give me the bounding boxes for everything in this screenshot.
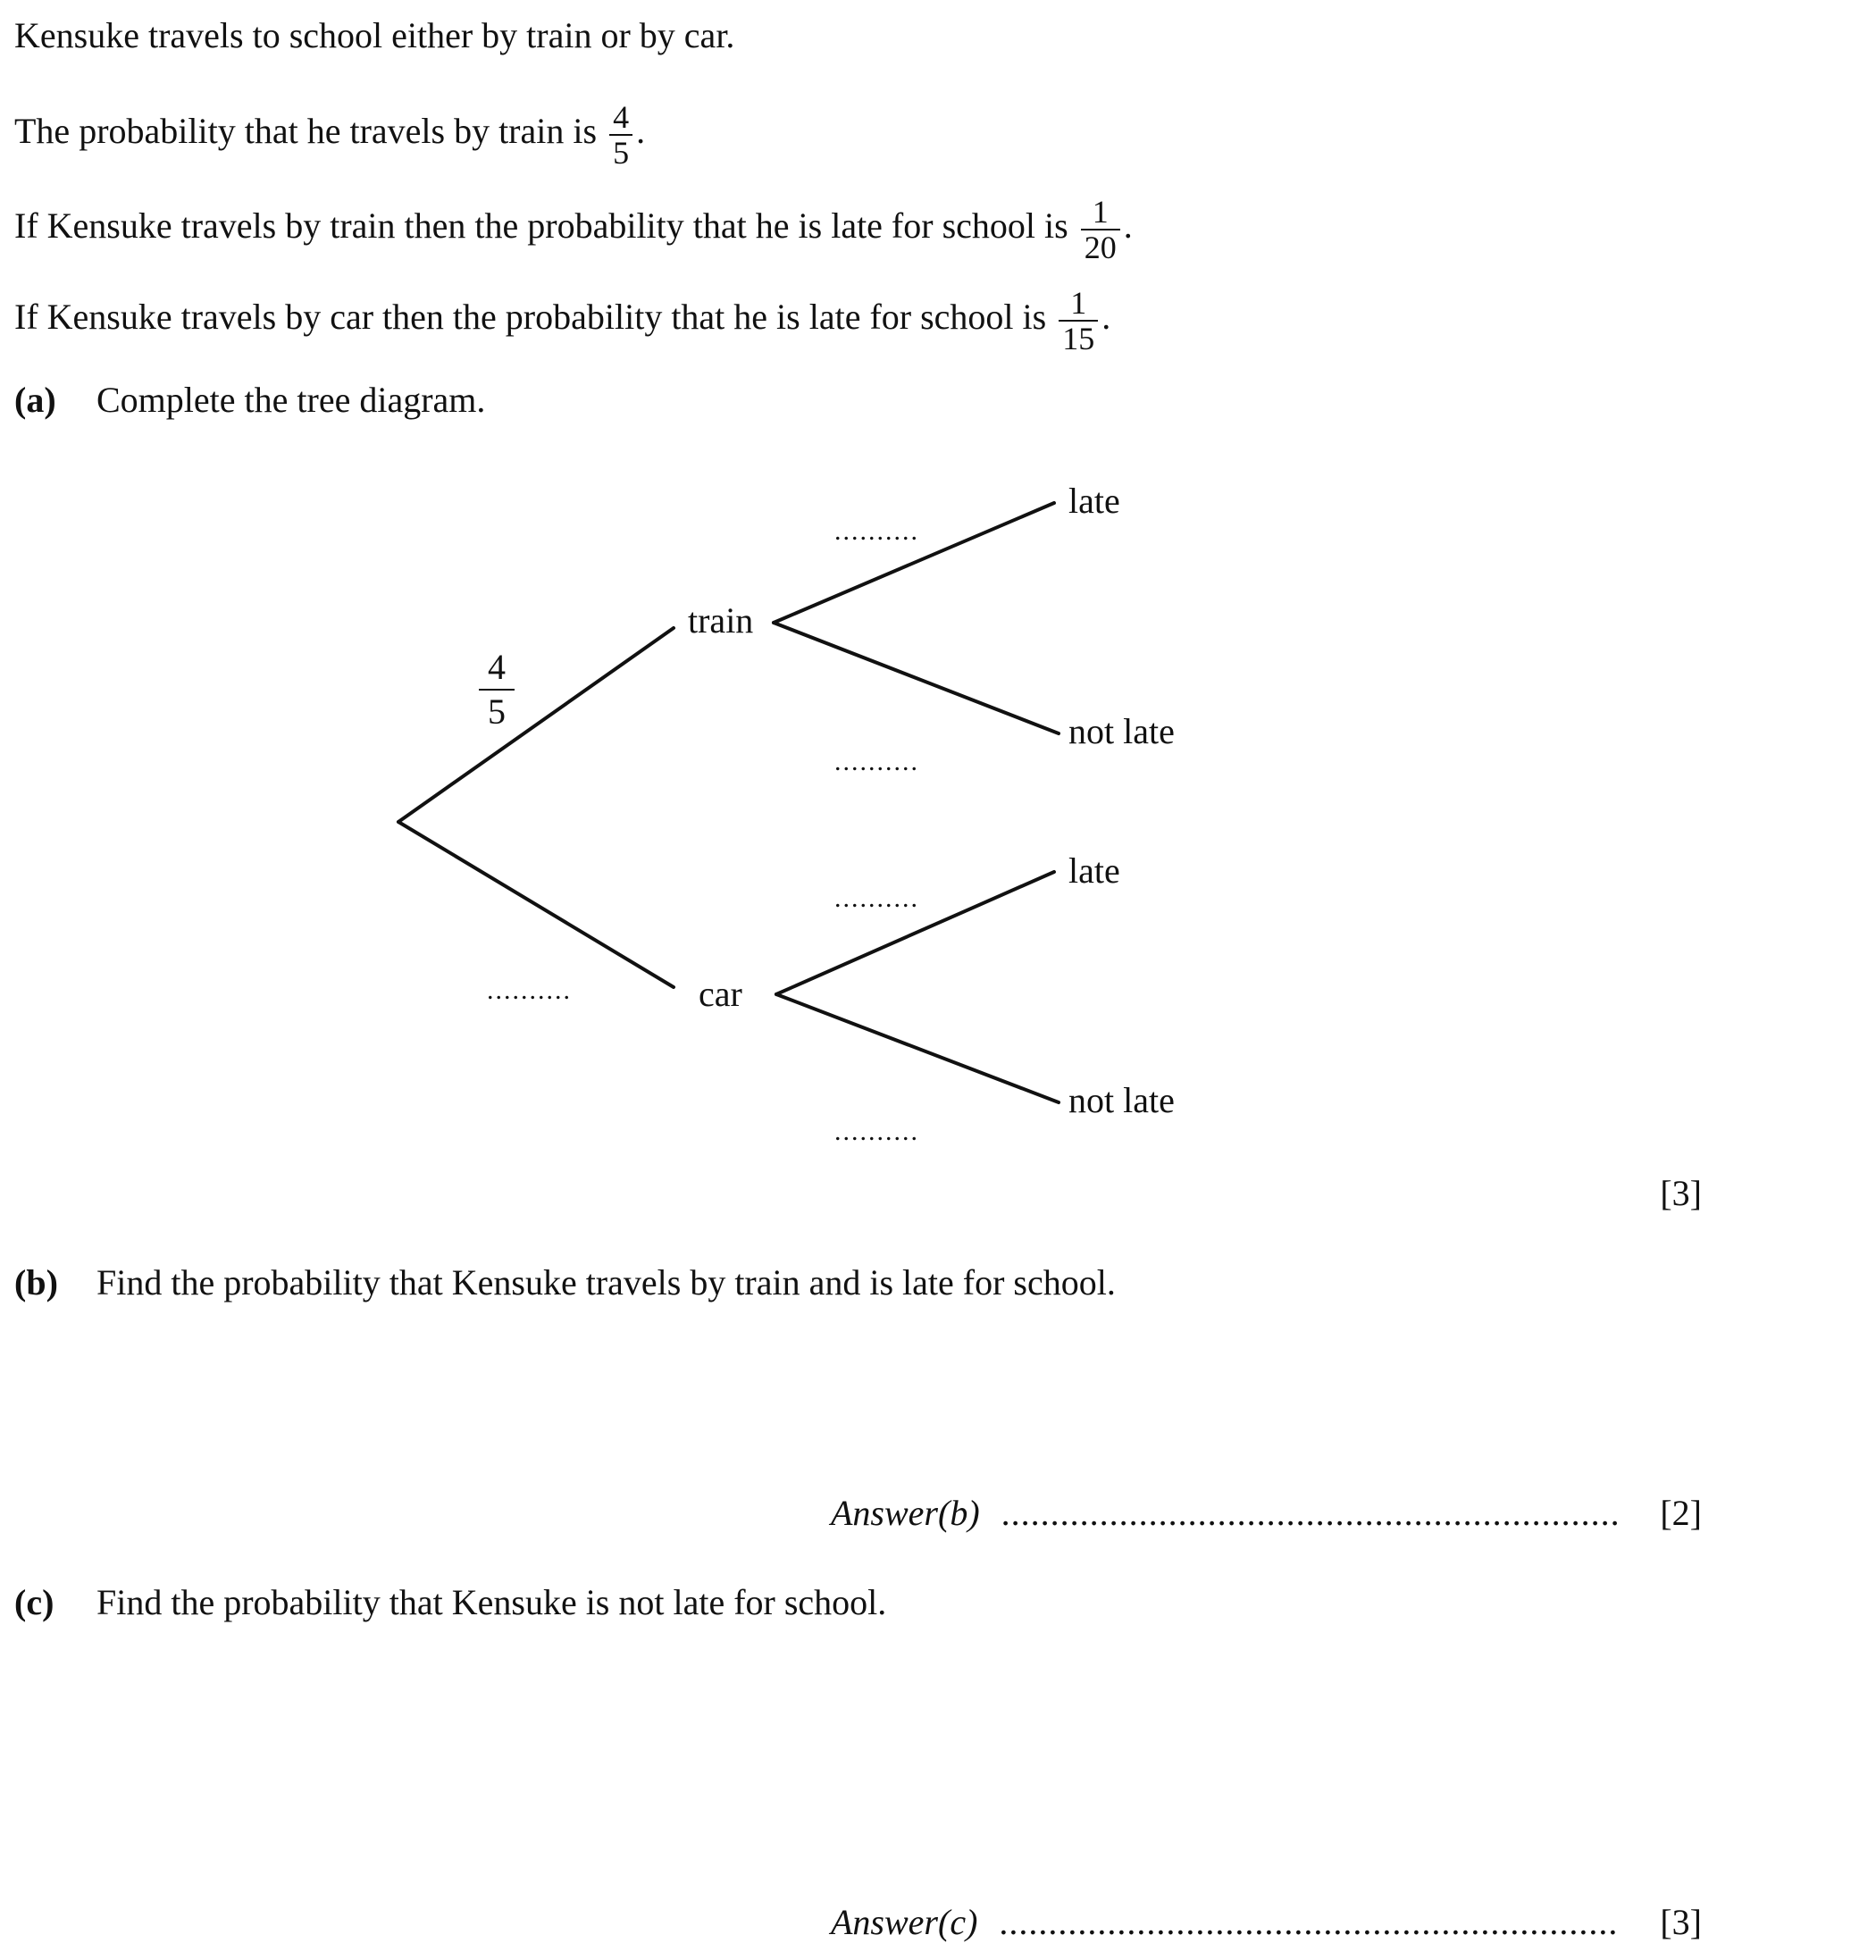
- part-c-marks: [3]: [1660, 1902, 1702, 1942]
- part-a-label: (a): [14, 380, 56, 420]
- part-c-question: [14, 1581, 886, 1624]
- part-c-text: Find the probability that Kensuke is not late for school.: [96, 1582, 887, 1622]
- answer-c: [831, 1901, 1618, 1944]
- blank-car-late[interactable]: ..........: [834, 884, 919, 913]
- first-branch-numerator: 4: [488, 647, 506, 687]
- fraction-denominator: 5: [613, 135, 630, 171]
- first-branch-denominator: 5: [488, 691, 506, 732]
- part-a-marks: [3]: [1660, 1173, 1702, 1213]
- part-b-label: (b): [14, 1262, 58, 1302]
- branch-car: [398, 822, 674, 987]
- intro-line-3-text: If Kensuke travels by train then the probability that he is late for school is: [14, 205, 1068, 247]
- node-train: train: [688, 600, 754, 641]
- part-b-text: Find the probability that Kensuke travels by train and is late for school.: [96, 1262, 1116, 1302]
- intro-line-1-text: Kensuke travels to school either by train or by car.: [14, 15, 735, 55]
- answer-b: [831, 1492, 1621, 1535]
- branch-train-not-late: [774, 623, 1059, 733]
- part-b-marks: [2]: [1660, 1493, 1702, 1533]
- blank-car-branch[interactable]: ..........: [487, 976, 572, 1005]
- answer-c-field[interactable]: ...............................................................: [999, 1902, 1619, 1942]
- intro-line-2-text: The probability that he travels by train is: [14, 111, 598, 152]
- branch-train: [398, 628, 674, 822]
- fraction-denominator: 15: [1062, 321, 1095, 356]
- part-c-label: (c): [14, 1582, 54, 1622]
- leaf-train-late: late: [1068, 481, 1120, 521]
- fraction-numerator: 4: [609, 100, 632, 136]
- node-car: car: [699, 974, 742, 1014]
- period: .: [636, 111, 646, 152]
- answer-b-field[interactable]: ...............................................................: [1001, 1493, 1621, 1533]
- leaf-train-not-late: not late: [1068, 711, 1175, 751]
- period: .: [1123, 205, 1133, 247]
- blank-train-not-late[interactable]: ..........: [834, 747, 919, 776]
- leaf-car-not-late: not late: [1068, 1080, 1175, 1120]
- leaf-car-late: late: [1068, 850, 1120, 891]
- fraction-numerator: 1: [1059, 286, 1098, 322]
- answer-b-label: Answer(b): [831, 1493, 980, 1533]
- fraction-numerator: 1: [1081, 195, 1120, 230]
- fraction-denominator: 20: [1084, 230, 1117, 265]
- blank-car-not-late[interactable]: ..........: [834, 1117, 919, 1146]
- branch-car-not-late: [776, 994, 1059, 1102]
- part-b-question: [14, 1261, 1116, 1304]
- answer-c-label: Answer(c): [831, 1902, 978, 1942]
- blank-train-late[interactable]: ..........: [834, 516, 919, 546]
- period: .: [1101, 297, 1111, 338]
- part-a-text: Complete the tree diagram.: [96, 380, 486, 420]
- intro-line-4-text: If Kensuke travels by car then the probability that he is late for school is: [14, 297, 1047, 338]
